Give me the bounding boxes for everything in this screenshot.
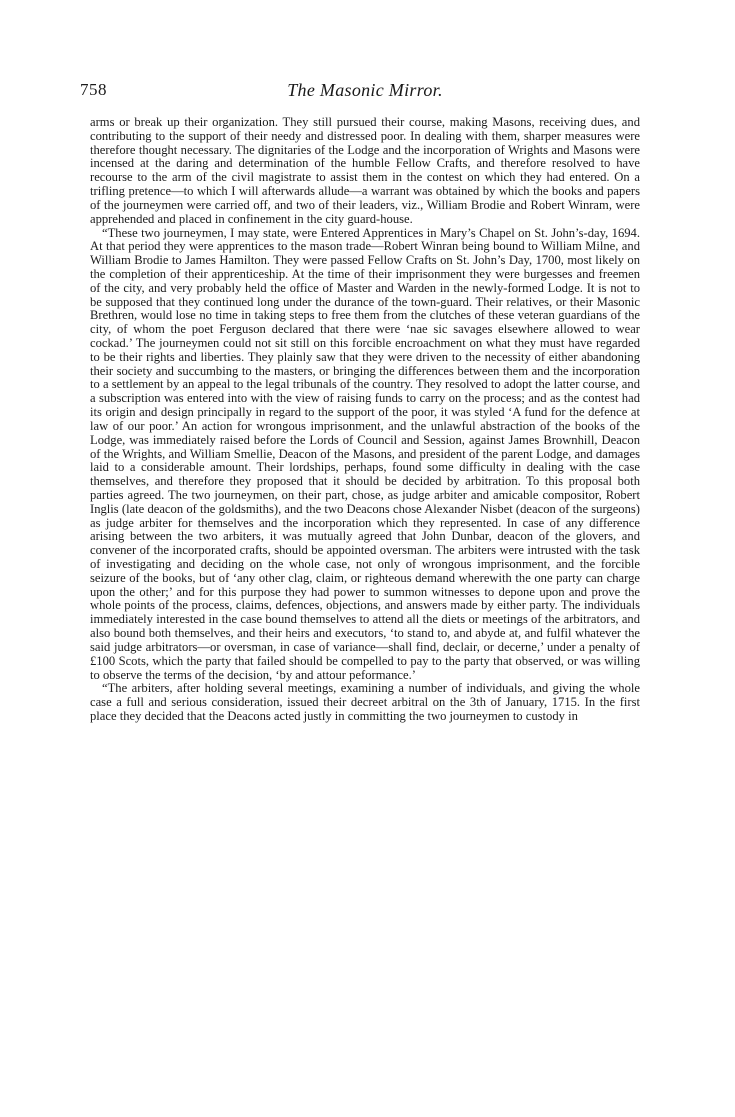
page (80, 80, 640, 1090)
page-header (80, 80, 640, 106)
paragraph-2: “These two journeymen, I may state, were Entered Apprentices in Mary’s Chapel on St. John’s-day, 1694. At that period they were apprentices to the mason trade—Robert Winran being bound to William Milne, and William Brodie to James Hamilton. They were passed Fellow Crafts on St. John’s Day, 1700, most likely on the completion of their apprenticeship. At the time of their imprisonment they were burgesses and freemen of the city, and very probably held the office of Master and Warden in the newly-formed Lodge. It is not to be supposed that they continued long under the durance of the town-guard. Their relatives, or their Masonic Brethren, would lose no time in taking steps to free them from the clutches of these veteran guardians of the city, of whom the poet Ferguson declared that there were ‘nae sic savages elsewhere allowed to wear cockad.’ The journeymen could not sit still on this forcible encroachment on what they must have regarded to be their rights and liberties. They plainly saw that they were driven to the necessity of either abandoning their society and succumbing to the masters, or bringing the differences between them and the incorporation to a settlement by an appeal to the legal tribunals of the country. They resolved to adopt the latter course, and a subscription was entered into with the view of raising funds to carry on the process; and as the contest had its origin and design principally in regard to the support of the poor, it was styled ‘A fund for the defence at law of our poor.’ An action for wrongous imprisonment, and the unlawful abstraction of the books of the Lodge, was immediately raised before the Lords of Council and Session, against James Brownhill, Deacon of the Wrights, and William Smellie, Deacon of the Masons, and president of the parent Lodge, and damages laid to a considerable amount. Their lordships, perhaps, found some difficulty in dealing with the case themselves, and therefore they proposed that it should be decided by arbitration. To this proposal both parties agreed. The two journeymen, on their part, chose, as judge arbiter and amicable compositor, Robert Inglis (late deacon of the goldsmiths), and the two Deacons chose Alexander Nisbet (deacon of the surgeons) as judge arbiter for themselves and the incorporation which they represented. In case of any difference arising between the two arbiters, it was mutually agreed that John Dunbar, deacon of the glovers, and convener of the incorporated crafts, should be appointed oversman. The arbiters were intrusted with the task of investigating and deciding on the whole case, not only of wrongous imprisonment, and the forcible seizure of the books, but of ‘any other clag, claim, or righteous demand wherewith the one party can charge upon the other;’ and for this purpose they had power to summon witnesses to depone upon and prove the whole points of the process, claims, defences, objections, and answers made by either party. The individuals immediately interested in the case bound themselves to attend all the diets or meetings of the arbitrators, and also bound both themselves, and their heirs and executors, ‘to stand to, and abyde at, and fulfil whatever the said judge arbitrators—or oversman, in case of variance—shall find, declair, or decerne,’ under a penalty of £100 Scots, which the party that failed should be compelled to pay to the party that observed, or was willing to observe the terms of the decision, ‘by and attour peformance.’ (90, 225, 640, 682)
running-title: The Masonic Mirror. (287, 80, 443, 100)
body-text (90, 116, 640, 724)
page-number: 758 (80, 80, 107, 99)
paragraph-1: arms or break up their organization. They still pursued their course, making Masons, receiving dues, and contributing to the support of their needy and distressed poor. In dealing with them, sharper measures were therefore thought necessary. The dignitaries of the Lodge and the incorporation of Wrights and Masons were incensed at the daring and determination of the humble Fellow Crafts, and therefore resolved to have recourse to the arm of the civil magistrate to assist them in the contest on which they had entered. On a trifling pretence—to which I will afterwards allude—a warrant was obtained by which the books and papers of the journeymen were carried off, and two of their leaders, viz., William Brodie and Robert Winram, were apprehended and placed in confinement in the city guard-house. (90, 115, 640, 226)
paragraph-3: “The arbiters, after holding several meetings, examining a number of individuals, and giving the whole case a full and serious consideration, issued their decreet arbitral on the 3th of January, 1715. In the first place they decided that the Deacons acted justly in committing the two journeymen to custody in (90, 681, 640, 723)
